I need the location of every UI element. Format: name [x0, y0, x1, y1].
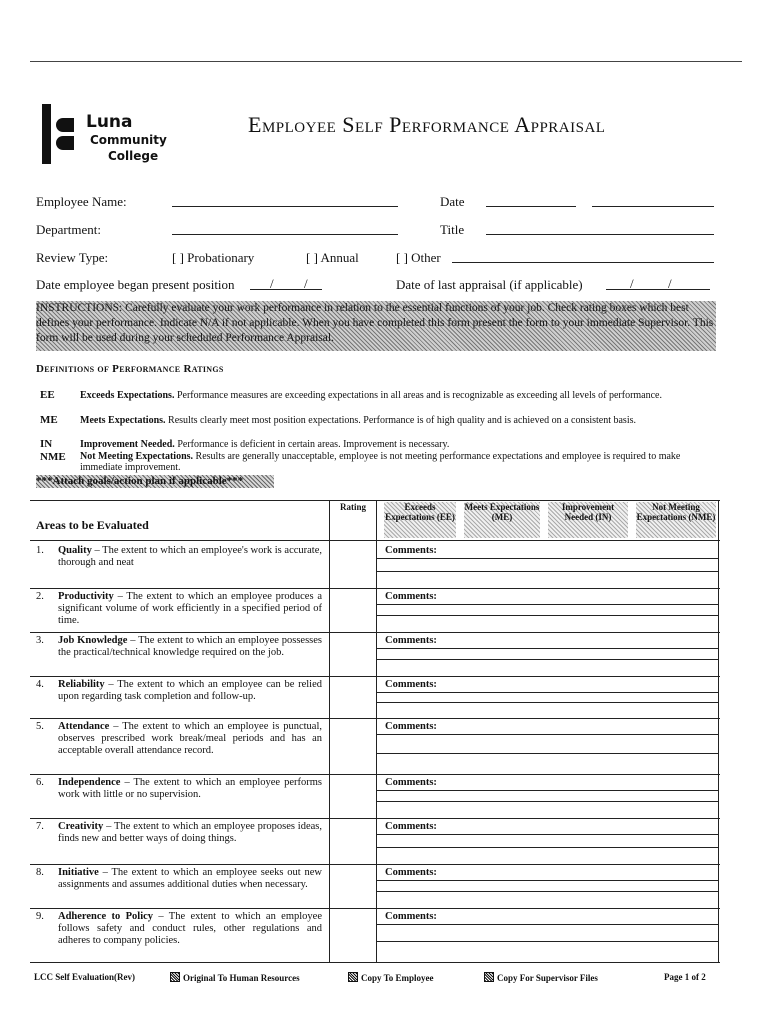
definitions-heading: Definitions of Performance Ratings	[36, 363, 224, 375]
instructions-box	[36, 301, 716, 351]
row-area-desc: – The extent to which an employee can be relied upon regarding task completion and follow-up.	[58, 679, 322, 702]
def-text-nme: Not Meeting Expectations. Results are generally unacceptable, employee is not meeting performance expectations and employee is required to make immediate improvement.	[80, 451, 681, 473]
row-description	[58, 635, 322, 659]
title-label: Title	[440, 222, 465, 237]
col-divider-right	[718, 500, 719, 962]
comments-line[interactable]	[376, 801, 718, 802]
rating-cell[interactable]	[331, 633, 375, 675]
comments-line[interactable]	[376, 941, 718, 942]
row-area-name: Initiative	[58, 867, 99, 878]
table-bottom-rule	[30, 962, 720, 963]
comments-line[interactable]	[376, 753, 718, 754]
row-area-desc: – The extent to which an employee possesses the practical/technical knowledge required on the job.	[58, 635, 322, 658]
comments-line[interactable]	[376, 659, 718, 660]
comments-line[interactable]	[376, 834, 718, 835]
comments-label: Comments:	[385, 545, 437, 556]
row-area-desc: – The extent to which an employee proposes ideas, finds new and better ways of doing things.	[58, 821, 322, 844]
comments-line[interactable]	[376, 604, 718, 605]
comments-label: Comments:	[385, 635, 437, 646]
probationary-option[interactable]: [ ] Probationary	[172, 250, 255, 265]
row-description	[58, 545, 322, 569]
row-area-name: Creativity	[58, 821, 104, 832]
last-appraisal-field[interactable]	[606, 289, 710, 290]
comments-line[interactable]	[376, 571, 718, 572]
row-description	[58, 821, 322, 845]
date-field-b[interactable]	[592, 206, 714, 207]
row-area-name: Productivity	[58, 591, 114, 602]
row-description	[58, 777, 322, 801]
comments-line[interactable]	[376, 615, 718, 616]
comments-line[interactable]	[376, 880, 718, 881]
comments-line[interactable]	[376, 558, 718, 559]
row-number: 5.	[36, 721, 44, 732]
footer-original: Original To Human Resources	[170, 972, 300, 983]
began-slash-1: /	[270, 276, 274, 291]
date-field-a[interactable]	[486, 206, 576, 207]
rating-cell[interactable]	[331, 819, 375, 863]
row-number: 1.	[36, 545, 44, 556]
checkbox-icon	[170, 972, 180, 982]
employee-name-label: Employee Name:	[36, 194, 127, 209]
other-option[interactable]: [ ] Other	[396, 250, 441, 265]
rating-cell[interactable]	[331, 719, 375, 773]
row-description	[58, 867, 322, 891]
annual-option[interactable]: [ ] Annual	[306, 250, 359, 265]
footer-copy-supervisor: Copy For Supervisor Files	[484, 972, 598, 983]
row-area-desc: – The extent to which an employee is punctual, observes prescribed work break/meal periods and has an acceptable overall attendance record.	[58, 721, 322, 756]
row-description	[58, 679, 322, 703]
row-area-name: Independence	[58, 777, 121, 788]
comments-line[interactable]	[376, 924, 718, 925]
table-top-rule	[30, 500, 720, 501]
row-area-desc: – The extent to which an employee produces a significant volume of work efficiently in a specified period of time.	[58, 591, 322, 626]
comments-label: Comments:	[385, 911, 437, 922]
row-number: 6.	[36, 777, 44, 788]
last-slash-2: /	[668, 276, 672, 291]
rating-header: Rating	[339, 502, 366, 512]
footer-copy-employee: Copy To Employee	[348, 972, 434, 983]
top-rule	[30, 61, 742, 62]
attach-note: ***Attach goals/action plan if applicable***	[36, 475, 274, 488]
row-description	[58, 591, 322, 627]
rating-cell[interactable]	[331, 543, 375, 587]
began-position-label: Date employee began present position	[36, 277, 235, 292]
rating-cell[interactable]	[331, 775, 375, 817]
comments-line[interactable]	[376, 702, 718, 703]
row-divider	[30, 864, 720, 865]
instructions-text: INSTRUCTIONS: Carefully evaluate your work performance in relation to the essential functions of your job. Check rating boxes which best defines your performance. Indicate N/A if not applicable. When you have completed this form present the form to your immediate Supervisor. This form will be used during your scheduled Performance Appraisal.	[36, 302, 714, 344]
header-bottom-rule	[30, 540, 720, 541]
def-text-in: Improvement Needed. Performance is deficient in certain areas. Improvement is necessary.	[80, 439, 450, 450]
logo-line-3: College	[108, 149, 159, 163]
row-number: 2.	[36, 591, 44, 602]
rating-cell[interactable]	[331, 677, 375, 717]
row-number: 4.	[36, 679, 44, 690]
row-area-name: Adherence to Policy	[58, 911, 154, 922]
col-ee-header: Exceeds Expectations (EE)	[384, 502, 456, 538]
logo-line-2: Community	[90, 133, 167, 147]
row-area-name: Reliability	[58, 679, 105, 690]
row-area-name: Quality	[58, 545, 92, 556]
row-divider	[30, 676, 720, 677]
comments-line[interactable]	[376, 847, 718, 848]
row-number: 9.	[36, 911, 44, 922]
col-me-header: Meets Expectations (ME)	[464, 502, 540, 538]
review-type-label: Review Type:	[36, 250, 109, 265]
began-position-field[interactable]	[250, 289, 322, 290]
other-field[interactable]	[452, 262, 714, 263]
row-area-name: Attendance	[58, 721, 110, 732]
row-divider	[30, 718, 720, 719]
comments-line[interactable]	[376, 648, 718, 649]
checkbox-icon	[484, 972, 494, 982]
row-area-desc: – The extent to which an employee performs work with little or no supervision.	[58, 777, 322, 800]
comments-line[interactable]	[376, 734, 718, 735]
comments-label: Comments:	[385, 721, 437, 732]
row-area-name: Job Knowledge	[58, 635, 128, 646]
comments-line[interactable]	[376, 891, 718, 892]
comments-label: Comments:	[385, 679, 437, 690]
department-label: Department:	[36, 222, 101, 237]
def-code-in: IN	[40, 438, 53, 450]
def-code-me: ME	[40, 414, 58, 426]
def-text-ee: Exceeds Expectations. Performance measures are exceeding expectations in all areas and is recognizable as exceeding all levels of performance.	[80, 390, 662, 401]
comments-line[interactable]	[376, 790, 718, 791]
comments-label: Comments:	[385, 591, 437, 602]
def-text-me: Meets Expectations. Results clearly meet most position expectations. Performance is of high quality and is achieved on a consistent basis.	[80, 415, 636, 426]
row-divider	[30, 908, 720, 909]
row-number: 7.	[36, 821, 44, 832]
col-divider-rating-right	[376, 500, 377, 962]
col-in-header: Improvement Needed (IN)	[548, 502, 628, 538]
row-area-desc: – The extent to which an employee follows safety and conduct rules, other regulations and adheres to company policies.	[58, 911, 322, 946]
row-divider	[30, 588, 720, 589]
checkbox-icon	[348, 972, 358, 982]
rating-cell[interactable]	[331, 909, 375, 961]
title-field[interactable]	[486, 234, 714, 235]
row-area-desc: – The extent to which an employee's work is accurate, thorough and neat	[58, 545, 322, 568]
row-area-desc: – The extent to which an employee seeks out new assignments and assumes additional duties when necessary.	[58, 867, 322, 890]
col-nme-header: Not Meeting Expectations (NME)	[636, 502, 716, 538]
last-slash-1: /	[630, 276, 634, 291]
employee-name-field[interactable]	[172, 206, 398, 207]
last-appraisal-label: Date of last appraisal (if applicable)	[396, 277, 583, 292]
row-number: 8.	[36, 867, 44, 878]
row-description	[58, 911, 322, 947]
department-field[interactable]	[172, 234, 398, 235]
col-divider-rating-left	[329, 500, 330, 962]
comments-line[interactable]	[376, 692, 718, 693]
def-code-ee: EE	[40, 389, 55, 401]
row-divider	[30, 774, 720, 775]
comments-label: Comments:	[385, 821, 437, 832]
date-label: Date	[440, 194, 465, 209]
def-code-nme: NME	[40, 451, 66, 463]
footer-page: Page 1 of 2	[664, 972, 706, 982]
footer-form-id: LCC Self Evaluation(Rev)	[34, 972, 135, 982]
comments-label: Comments:	[385, 867, 437, 878]
rating-cell[interactable]	[331, 589, 375, 631]
page-title: Employee Self Performance Appraisal	[248, 112, 606, 137]
row-description	[58, 721, 322, 757]
logo-line-1: Luna	[86, 112, 133, 132]
row-divider	[30, 818, 720, 819]
row-number: 3.	[36, 635, 44, 646]
area-header: Areas to be Evaluated	[36, 518, 149, 532]
rating-cell[interactable]	[331, 865, 375, 907]
comments-label: Comments:	[385, 777, 437, 788]
row-divider	[30, 632, 720, 633]
began-slash-2: /	[304, 276, 308, 291]
